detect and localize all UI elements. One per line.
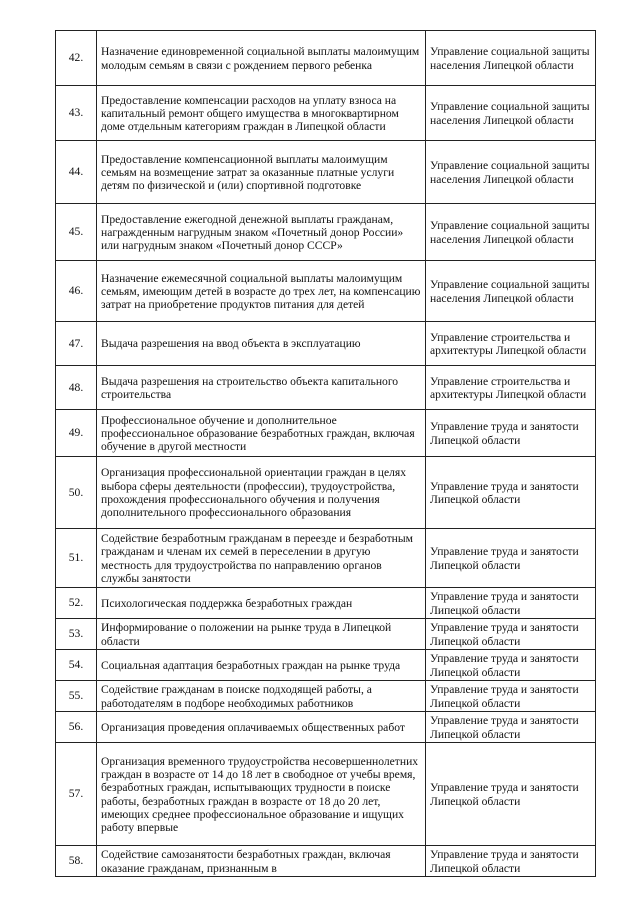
service-name: Выдача разрешения на строительство объекта капитального строительства bbox=[97, 366, 426, 410]
agency-name: Управление труда и занятости Липецкой области bbox=[426, 846, 596, 877]
service-name: Предоставление ежегодной денежной выплаты гражданам, награжденным нагрудным знаком «Почетный донор России» или нагрудным знаком «Почетный донор СССР» bbox=[97, 204, 426, 261]
row-number: 42. bbox=[56, 31, 97, 86]
agency-name: Управление труда и занятости Липецкой области bbox=[426, 619, 596, 650]
service-name: Профессиональное обучение и дополнительное профессиональное образование безработных граждан, включая обучение в другой местности bbox=[97, 410, 426, 457]
row-number: 45. bbox=[56, 204, 97, 261]
service-name: Выдача разрешения на ввод объекта в эксплуатацию bbox=[97, 322, 426, 366]
service-name: Организация профессиональной ориентации граждан в целях выбора сферы деятельности (профессии), трудоустройства, прохождения профессионального обучения и получения дополнительного профессионального образования bbox=[97, 457, 426, 529]
agency-name: Управление социальной защиты населения Липецкой области bbox=[426, 86, 596, 141]
agency-name: Управление труда и занятости Липецкой области bbox=[426, 529, 596, 588]
service-name: Психологическая поддержка безработных граждан bbox=[97, 588, 426, 619]
service-name: Назначение единовременной социальной выплаты малоимущим молодым семьям в связи с рождением первого ребенка bbox=[97, 31, 426, 86]
table-row bbox=[56, 366, 596, 410]
service-name: Содействие гражданам в поиске подходящей работы, а работодателям в подборе необходимых работников bbox=[97, 681, 426, 712]
table-row bbox=[56, 204, 596, 261]
row-number: 54. bbox=[56, 650, 97, 681]
row-number: 53. bbox=[56, 619, 97, 650]
agency-name: Управление труда и занятости Липецкой области bbox=[426, 743, 596, 846]
row-number: 58. bbox=[56, 846, 97, 877]
table-row bbox=[56, 410, 596, 457]
agency-name: Управление социальной защиты населения Липецкой области bbox=[426, 204, 596, 261]
row-number: 55. bbox=[56, 681, 97, 712]
row-number: 46. bbox=[56, 261, 97, 322]
services-table bbox=[55, 30, 596, 877]
row-number: 52. bbox=[56, 588, 97, 619]
table-row bbox=[56, 261, 596, 322]
agency-name: Управление социальной защиты населения Липецкой области bbox=[426, 261, 596, 322]
table-row bbox=[56, 743, 596, 846]
services-table-body bbox=[56, 31, 596, 877]
table-row bbox=[56, 588, 596, 619]
agency-name: Управление строительства и архитектуры Липецкой области bbox=[426, 322, 596, 366]
service-name: Содействие безработным гражданам в переезде и безработным гражданам и членам их семей в переселении в другую местность для трудоустройства по направлению органов службы занятости bbox=[97, 529, 426, 588]
agency-name: Управление труда и занятости Липецкой области bbox=[426, 681, 596, 712]
agency-name: Управление труда и занятости Липецкой области bbox=[426, 588, 596, 619]
table-row bbox=[56, 141, 596, 204]
table-row bbox=[56, 529, 596, 588]
table-row bbox=[56, 650, 596, 681]
row-number: 50. bbox=[56, 457, 97, 529]
agency-name: Управление социальной защиты населения Липецкой области bbox=[426, 31, 596, 86]
row-number: 56. bbox=[56, 712, 97, 743]
service-name: Организация проведения оплачиваемых общественных работ bbox=[97, 712, 426, 743]
row-number: 57. bbox=[56, 743, 97, 846]
service-name: Предоставление компенсационной выплаты малоимущим семьям на возмещение затрат за оказанные платные услуги детям по физической и (или) спортивной подготовке bbox=[97, 141, 426, 204]
agency-name: Управление строительства и архитектуры Липецкой области bbox=[426, 366, 596, 410]
row-number: 51. bbox=[56, 529, 97, 588]
agency-name: Управление социальной защиты населения Липецкой области bbox=[426, 141, 596, 204]
service-name: Содействие самозанятости безработных граждан, включая оказание гражданам, признанным в bbox=[97, 846, 426, 877]
service-name: Информирование о положении на рынке труда в Липецкой области bbox=[97, 619, 426, 650]
agency-name: Управление труда и занятости Липецкой области bbox=[426, 650, 596, 681]
row-number: 47. bbox=[56, 322, 97, 366]
row-number: 48. bbox=[56, 366, 97, 410]
row-number: 44. bbox=[56, 141, 97, 204]
agency-name: Управление труда и занятости Липецкой области bbox=[426, 457, 596, 529]
service-name: Предоставление компенсации расходов на уплату взноса на капитальный ремонт общего имущества в многоквартирном доме отдельным категориям граждан в Липецкой области bbox=[97, 86, 426, 141]
table-row bbox=[56, 457, 596, 529]
table-row bbox=[56, 619, 596, 650]
table-row bbox=[56, 322, 596, 366]
table-row bbox=[56, 712, 596, 743]
table-row bbox=[56, 86, 596, 141]
service-name: Организация временного трудоустройства несовершеннолетних граждан в возрасте от 14 до 18 лет в свободное от учебы время, безработных граждан, испытывающих трудности в поиске работы, безработных граждан в возрасте от 18 до 20 лет, имеющих среднее профессиональное образование и ищущих работу впервые bbox=[97, 743, 426, 846]
table-row bbox=[56, 31, 596, 86]
row-number: 43. bbox=[56, 86, 97, 141]
agency-name: Управление труда и занятости Липецкой области bbox=[426, 410, 596, 457]
table-row bbox=[56, 846, 596, 877]
service-name: Социальная адаптация безработных граждан на рынке труда bbox=[97, 650, 426, 681]
service-name: Назначение ежемесячной социальной выплаты малоимущим семьям, имеющим детей в возрасте до трех лет, на компенсацию затрат на приобретение продуктов питания для детей bbox=[97, 261, 426, 322]
agency-name: Управление труда и занятости Липецкой области bbox=[426, 712, 596, 743]
table-row bbox=[56, 681, 596, 712]
row-number: 49. bbox=[56, 410, 97, 457]
